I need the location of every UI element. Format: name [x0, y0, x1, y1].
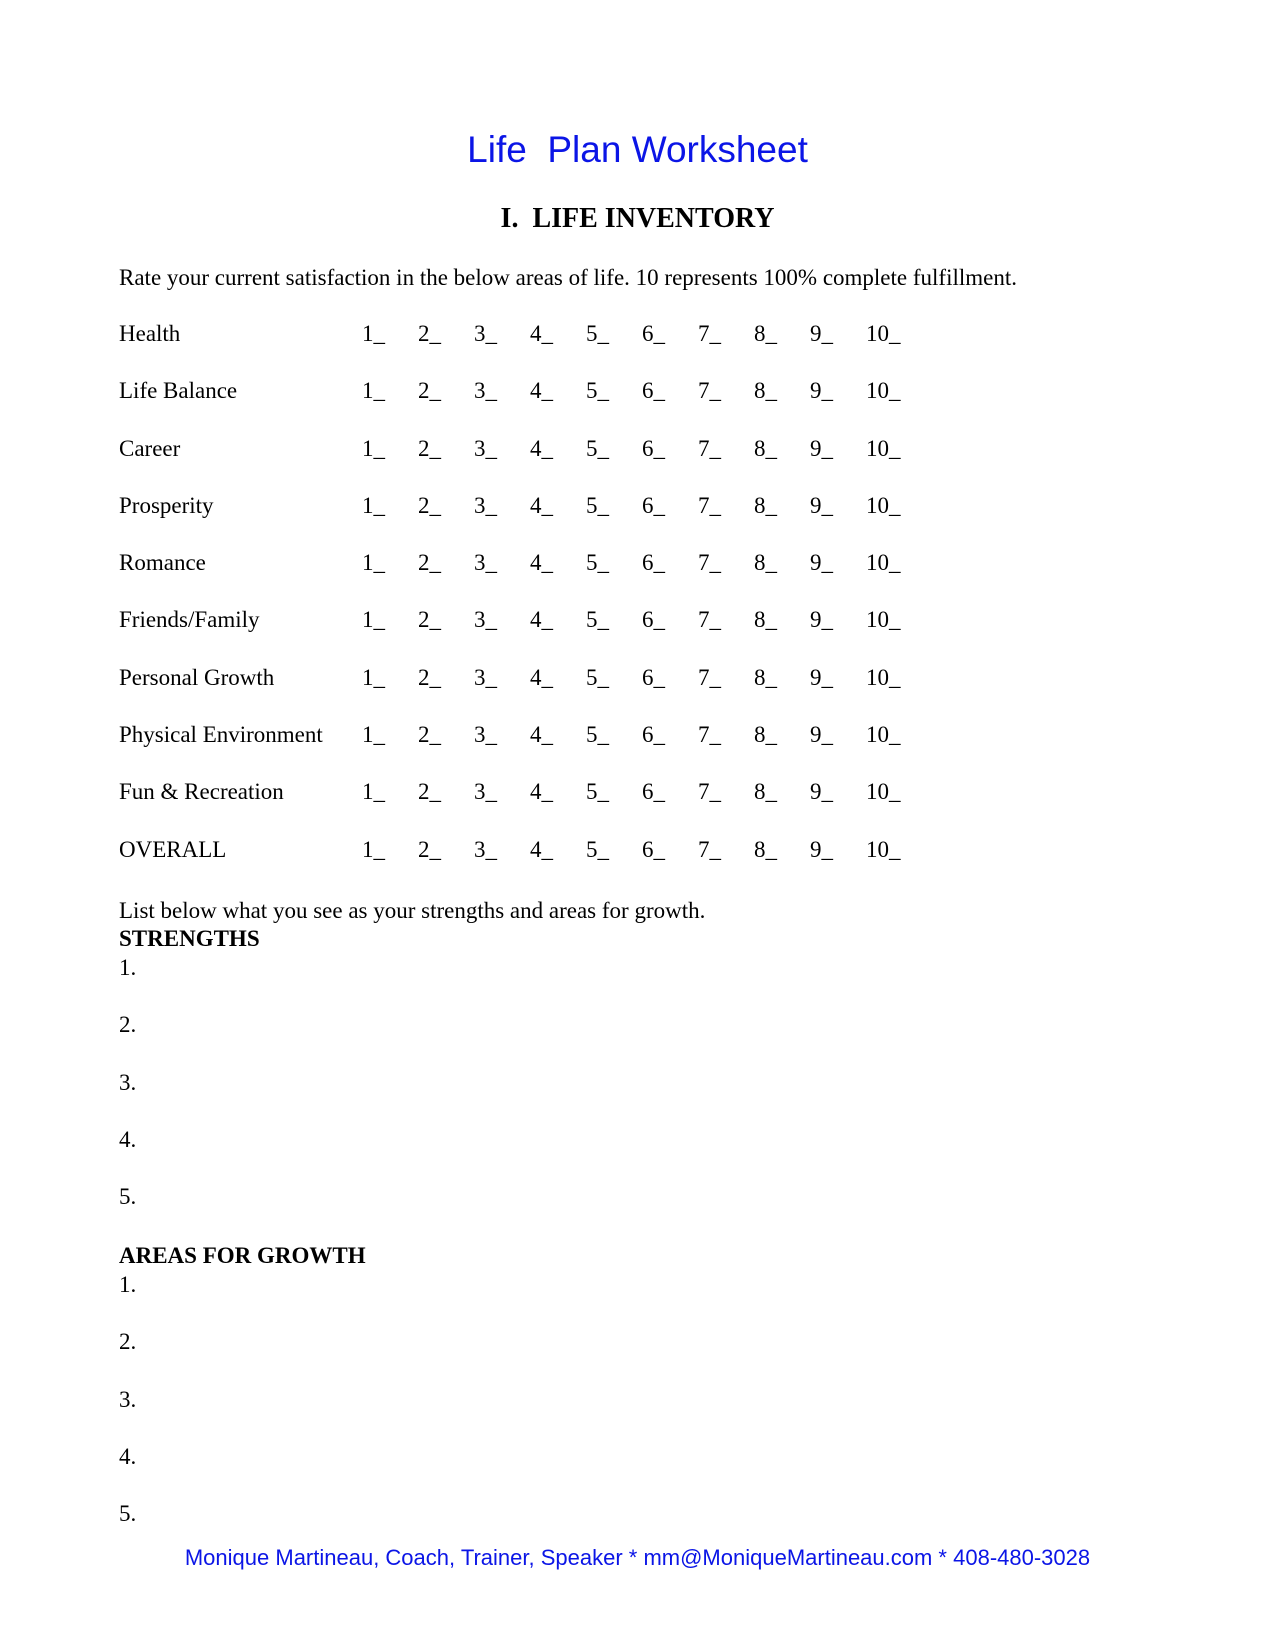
rating-option-10[interactable]: 10_	[866, 836, 901, 862]
rating-option-9[interactable]: 9_	[810, 550, 833, 576]
rating-option-3[interactable]: 3_	[474, 779, 497, 805]
rating-option-8[interactable]: 8_	[754, 779, 777, 805]
rating-option-8[interactable]: 8_	[754, 435, 777, 461]
rating-option-7[interactable]: 7_	[698, 378, 721, 404]
strength-item[interactable]: 2.	[119, 1012, 137, 1038]
rating-label: Life Balance	[119, 378, 238, 404]
section-heading: I. LIFE INVENTORY	[500, 203, 775, 234]
growth-item[interactable]: 4.	[119, 1443, 137, 1469]
growth-item[interactable]: 2.	[119, 1329, 137, 1355]
rating-option-8[interactable]: 8_	[754, 378, 777, 404]
rating-option-2[interactable]: 2_	[418, 550, 441, 576]
rating-option-4[interactable]: 4_	[530, 321, 553, 346]
rating-option-2[interactable]: 2_	[418, 492, 441, 518]
rating-option-9[interactable]: 9_	[810, 779, 833, 805]
rating-option-2[interactable]: 2_	[418, 779, 441, 805]
rating-option-3[interactable]: 3_	[474, 378, 497, 404]
rating-option-9[interactable]: 9_	[810, 722, 833, 748]
rating-option-2[interactable]: 2_	[418, 836, 441, 862]
strength-item[interactable]: 1.	[119, 955, 137, 980]
rating-option-7[interactable]: 7_	[698, 492, 721, 518]
rating-option-10[interactable]: 10_	[866, 492, 901, 518]
list-instructions: List below what you see as your strengths and areas for growth.	[119, 898, 706, 923]
rating-option-5[interactable]: 5_	[586, 435, 609, 461]
rating-row-health	[119, 320, 919, 377]
rating-option-1[interactable]: 1_	[362, 779, 385, 805]
rating-label: OVERALL	[119, 836, 227, 862]
rating-option-8[interactable]: 8_	[754, 321, 777, 346]
rating-option-6[interactable]: 6_	[642, 722, 665, 748]
rating-label: Physical Environment	[119, 722, 323, 748]
rating-option-10[interactable]: 10_	[866, 722, 901, 748]
growth-heading: AREAS FOR GROWTH	[119, 1243, 366, 1268]
rating-option-7[interactable]: 7_	[698, 435, 721, 461]
strengths-heading: STRENGTHS	[119, 926, 260, 951]
rating-option-4[interactable]: 4_	[530, 435, 553, 461]
rating-row-friends-family	[119, 606, 919, 663]
rating-option-8[interactable]: 8_	[754, 664, 777, 690]
rating-option-2[interactable]: 2_	[418, 722, 441, 748]
rating-option-10[interactable]: 10_	[866, 550, 901, 576]
rating-label: Career	[119, 435, 181, 461]
rating-option-7[interactable]: 7_	[698, 836, 721, 862]
page-title: Life Plan Worksheet	[467, 129, 808, 170]
rating-option-6[interactable]: 6_	[642, 321, 665, 346]
rating-option-9[interactable]: 9_	[810, 836, 833, 862]
rating-option-4[interactable]: 4_	[530, 492, 553, 518]
rating-row-overall	[119, 836, 919, 893]
rating-option-4[interactable]: 4_	[530, 664, 553, 690]
rating-option-9[interactable]: 9_	[810, 321, 833, 346]
rating-option-2[interactable]: 2_	[418, 378, 441, 404]
rating-option-4[interactable]: 4_	[530, 378, 553, 404]
rating-option-1[interactable]: 1_	[362, 664, 385, 690]
rating-option-1[interactable]: 1_	[362, 435, 385, 461]
rating-option-7[interactable]: 7_	[698, 321, 721, 346]
rating-option-3[interactable]: 3_	[474, 664, 497, 690]
rating-option-2[interactable]: 2_	[418, 435, 441, 461]
rating-option-6[interactable]: 6_	[642, 492, 665, 518]
rating-option-6[interactable]: 6_	[642, 607, 665, 633]
rating-option-9[interactable]: 9_	[810, 492, 833, 518]
rating-option-1[interactable]: 1_	[362, 321, 385, 346]
rating-row-prosperity	[119, 492, 919, 549]
rating-option-5[interactable]: 5_	[586, 836, 609, 862]
strength-item[interactable]: 3.	[119, 1069, 137, 1095]
rating-label: Fun & Recreation	[119, 779, 284, 805]
rating-option-8[interactable]: 8_	[754, 722, 777, 748]
rating-table	[119, 320, 919, 893]
rating-option-10[interactable]: 10_	[866, 435, 901, 461]
growth-section	[119, 1242, 366, 1557]
rating-option-5[interactable]: 5_	[586, 378, 609, 404]
rating-label: Romance	[119, 550, 206, 576]
rating-option-5[interactable]: 5_	[586, 607, 609, 633]
growth-item[interactable]: 1.	[119, 1272, 137, 1297]
rating-option-8[interactable]: 8_	[754, 836, 777, 862]
rating-option-9[interactable]: 9_	[810, 435, 833, 461]
rating-option-5[interactable]: 5_	[586, 492, 609, 518]
rating-option-7[interactable]: 7_	[698, 607, 721, 633]
rating-option-1[interactable]: 1_	[362, 378, 385, 404]
footer-contact: Monique Martineau, Coach, Trainer, Speaker * mm@MoniqueMartineau.com * 408-480-3028	[184, 1545, 1091, 1570]
rating-option-3[interactable]: 3_	[474, 722, 497, 748]
strength-item[interactable]: 5.	[119, 1184, 137, 1210]
rating-option-9[interactable]: 9_	[810, 607, 833, 633]
rating-option-10[interactable]: 10_	[866, 779, 901, 805]
rating-option-7[interactable]: 7_	[698, 779, 721, 805]
rating-option-3[interactable]: 3_	[474, 607, 497, 633]
rating-option-10[interactable]: 10_	[866, 321, 901, 346]
rating-option-5[interactable]: 5_	[586, 550, 609, 576]
rating-row-physical-environment	[119, 721, 919, 778]
rating-option-9[interactable]: 9_	[810, 378, 833, 404]
growth-item[interactable]: 3.	[119, 1386, 137, 1412]
rating-option-8[interactable]: 8_	[754, 492, 777, 518]
rating-option-6[interactable]: 6_	[642, 836, 665, 862]
rating-option-8[interactable]: 8_	[754, 550, 777, 576]
rating-option-10[interactable]: 10_	[866, 378, 901, 404]
rating-label: Personal Growth	[119, 664, 275, 690]
rating-option-10[interactable]: 10_	[866, 664, 901, 690]
rating-option-3[interactable]: 3_	[474, 836, 497, 862]
rating-instructions: Rate your current satisfaction in the below areas of life. 10 represents 100% complete fulfillment.	[119, 265, 1017, 290]
rating-option-3[interactable]: 3_	[474, 435, 497, 461]
rating-option-4[interactable]: 4_	[530, 836, 553, 862]
rating-option-3[interactable]: 3_	[474, 550, 497, 576]
rating-option-4[interactable]: 4_	[530, 722, 553, 748]
rating-option-5[interactable]: 5_	[586, 664, 609, 690]
rating-option-5[interactable]: 5_	[586, 779, 609, 805]
rating-row-personal-growth	[119, 664, 919, 721]
strengths-section	[119, 925, 260, 1240]
rating-option-1[interactable]: 1_	[362, 492, 385, 518]
rating-option-2[interactable]: 2_	[418, 321, 441, 346]
rating-label: Friends/Family	[119, 607, 260, 633]
rating-option-7[interactable]: 7_	[698, 550, 721, 576]
rating-option-6[interactable]: 6_	[642, 664, 665, 690]
rating-option-8[interactable]: 8_	[754, 607, 777, 633]
rating-option-6[interactable]: 6_	[642, 378, 665, 404]
rating-option-6[interactable]: 6_	[642, 435, 665, 461]
rating-option-4[interactable]: 4_	[530, 607, 553, 633]
rating-option-1[interactable]: 1_	[362, 722, 385, 748]
rating-option-3[interactable]: 3_	[474, 492, 497, 518]
rating-option-9[interactable]: 9_	[810, 664, 833, 690]
rating-option-7[interactable]: 7_	[698, 722, 721, 748]
rating-option-4[interactable]: 4_	[530, 779, 553, 805]
rating-option-2[interactable]: 2_	[418, 607, 441, 633]
rating-label: Prosperity	[119, 492, 214, 518]
rating-row-life-balance	[119, 377, 919, 434]
rating-option-10[interactable]: 10_	[866, 607, 901, 633]
rating-option-3[interactable]: 3_	[474, 321, 497, 346]
rating-row-romance	[119, 549, 919, 606]
strength-item[interactable]: 4.	[119, 1126, 137, 1152]
rating-option-5[interactable]: 5_	[586, 722, 609, 748]
rating-row-career	[119, 435, 919, 492]
rating-option-2[interactable]: 2_	[418, 664, 441, 690]
rating-option-1[interactable]: 1_	[362, 836, 385, 862]
rating-option-5[interactable]: 5_	[586, 321, 609, 346]
rating-label: Health	[119, 321, 181, 346]
rating-row-fun-recreation	[119, 778, 919, 835]
rating-option-6[interactable]: 6_	[642, 779, 665, 805]
rating-option-6[interactable]: 6_	[642, 550, 665, 576]
rating-option-1[interactable]: 1_	[362, 550, 385, 576]
rating-option-1[interactable]: 1_	[362, 607, 385, 633]
growth-item[interactable]: 5.	[119, 1501, 137, 1527]
rating-option-4[interactable]: 4_	[530, 550, 553, 576]
rating-option-7[interactable]: 7_	[698, 664, 721, 690]
